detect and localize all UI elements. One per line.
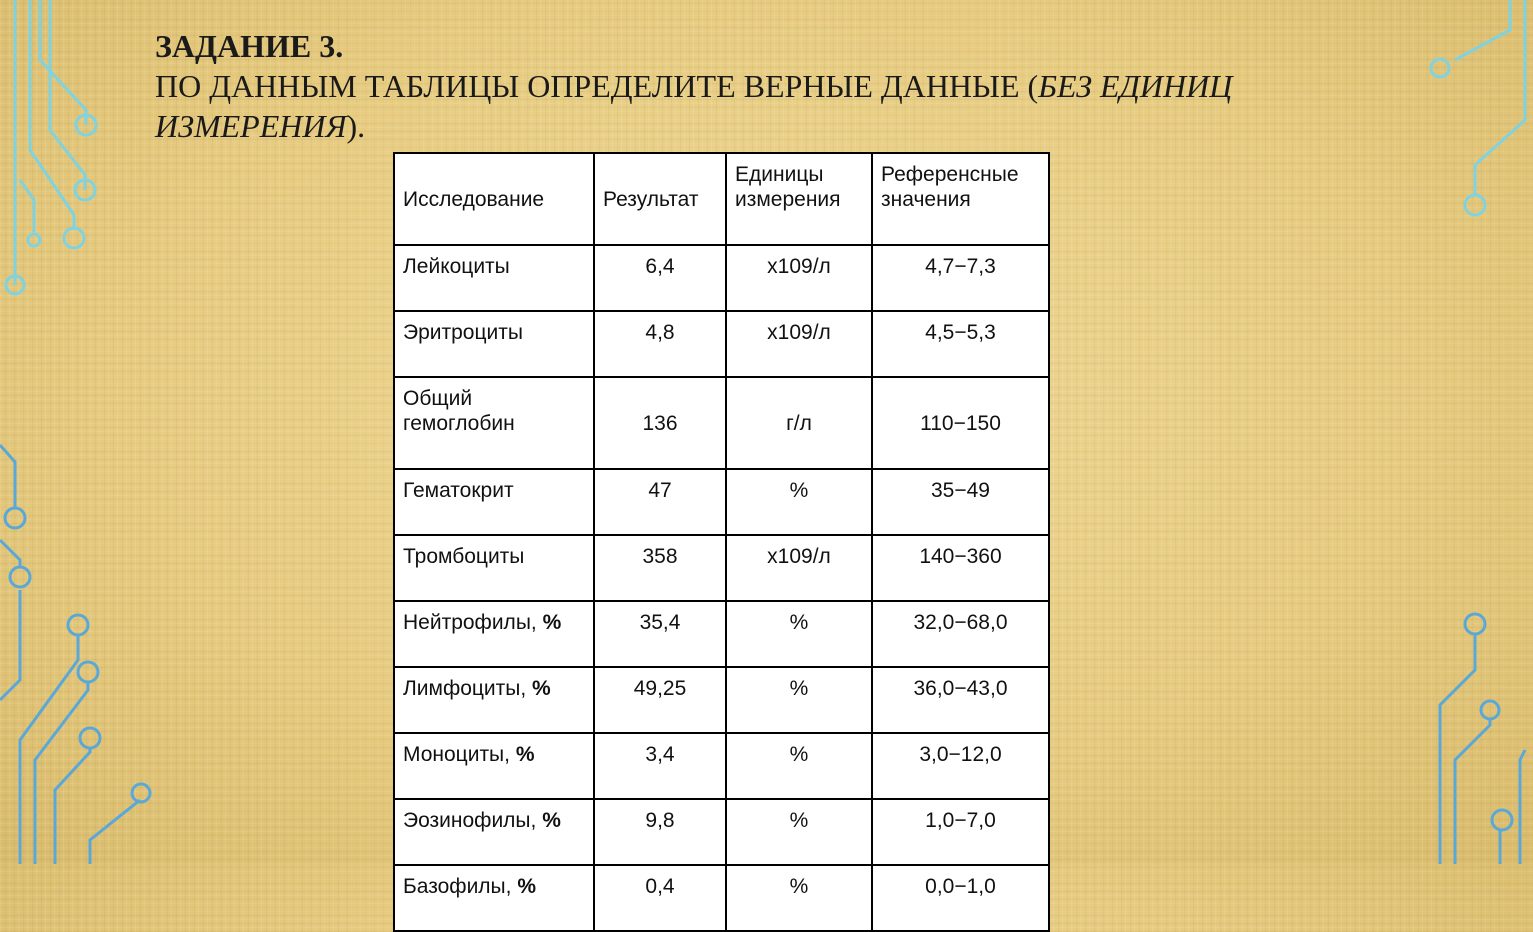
task-title: ЗАДАНИЕ 3. [155, 28, 344, 64]
task-heading [155, 26, 1355, 146]
cell-value: 35,4 [594, 601, 726, 667]
header-units: Единицы измерения [726, 153, 872, 245]
cell-value: 0,4 [594, 865, 726, 931]
cell-reference: 4,7−7,3 [872, 245, 1049, 311]
cell-name: Нейтрофилы, % [394, 601, 594, 667]
table-row [394, 601, 1049, 667]
circuit-bottom-right [1440, 614, 1525, 864]
cell-unit: x109/л [726, 245, 872, 311]
cell-unit: x109/л [726, 311, 872, 377]
header-study: Исследование [394, 153, 594, 245]
cell-unit: г/л [726, 377, 872, 469]
cell-value: 47 [594, 469, 726, 535]
table-row [394, 535, 1049, 601]
cell-name: Общий гемоглобин [394, 377, 594, 469]
header-reference: Референсные значения [872, 153, 1049, 245]
cell-value: 9,8 [594, 799, 726, 865]
cell-value: 6,4 [594, 245, 726, 311]
cell-unit: % [726, 799, 872, 865]
table-row [394, 667, 1049, 733]
instruction-end: ). [346, 108, 366, 144]
cell-value: 49,25 [594, 667, 726, 733]
cell-name: Лимфоциты, % [394, 667, 594, 733]
instruction-italic-2: ИЗМЕРЕНИЯ [155, 108, 347, 144]
cell-unit: % [726, 865, 872, 931]
cell-name: Гематокрит [394, 469, 594, 535]
cell-reference: 1,0−7,0 [872, 799, 1049, 865]
cell-value: 3,4 [594, 733, 726, 799]
table-row [394, 377, 1049, 469]
cell-unit: % [726, 469, 872, 535]
cell-name: Лейкоциты [394, 245, 594, 311]
cell-value: 4,8 [594, 311, 726, 377]
instruction-italic-1: БЕЗ ЕДИНИЦ [1038, 68, 1233, 104]
cell-value: 136 [594, 377, 726, 469]
cell-name: Моноциты, % [394, 733, 594, 799]
table-row [394, 865, 1049, 931]
cell-unit: x109/л [726, 535, 872, 601]
lab-results-table [393, 152, 1050, 932]
table-row [394, 469, 1049, 535]
cell-reference: 0,0−1,0 [872, 865, 1049, 931]
cell-reference: 32,0−68,0 [872, 601, 1049, 667]
cell-unit: % [726, 667, 872, 733]
cell-unit: % [726, 601, 872, 667]
cell-reference: 3,0−12,0 [872, 733, 1049, 799]
instruction-start: ПО ДАННЫМ ТАБЛИЦЫ ОПРЕДЕЛИТЕ ВЕРНЫЕ ДАННЫЕ ( [155, 68, 1039, 104]
cell-value: 358 [594, 535, 726, 601]
cell-reference: 36,0−43,0 [872, 667, 1049, 733]
cell-reference: 140−360 [872, 535, 1049, 601]
cell-name: Базофилы, % [394, 865, 594, 931]
circuit-top-left [6, 0, 96, 294]
table-row [394, 245, 1049, 311]
task-instruction-cont [155, 106, 1355, 146]
task-instruction [155, 66, 1355, 106]
cell-unit: % [726, 733, 872, 799]
cell-reference: 4,5−5,3 [872, 311, 1049, 377]
cell-name: Тромбоциты [394, 535, 594, 601]
table-row [394, 733, 1049, 799]
cell-reference: 110−150 [872, 377, 1049, 469]
table-row [394, 799, 1049, 865]
header-result: Результат [594, 153, 726, 245]
table-header-row [394, 153, 1049, 245]
circuit-top-right [1431, 0, 1525, 215]
circuit-bottom-left [0, 445, 150, 864]
cell-name: Эозинофилы, % [394, 799, 594, 865]
cell-reference: 35−49 [872, 469, 1049, 535]
table-row [394, 311, 1049, 377]
cell-name: Эритроциты [394, 311, 594, 377]
